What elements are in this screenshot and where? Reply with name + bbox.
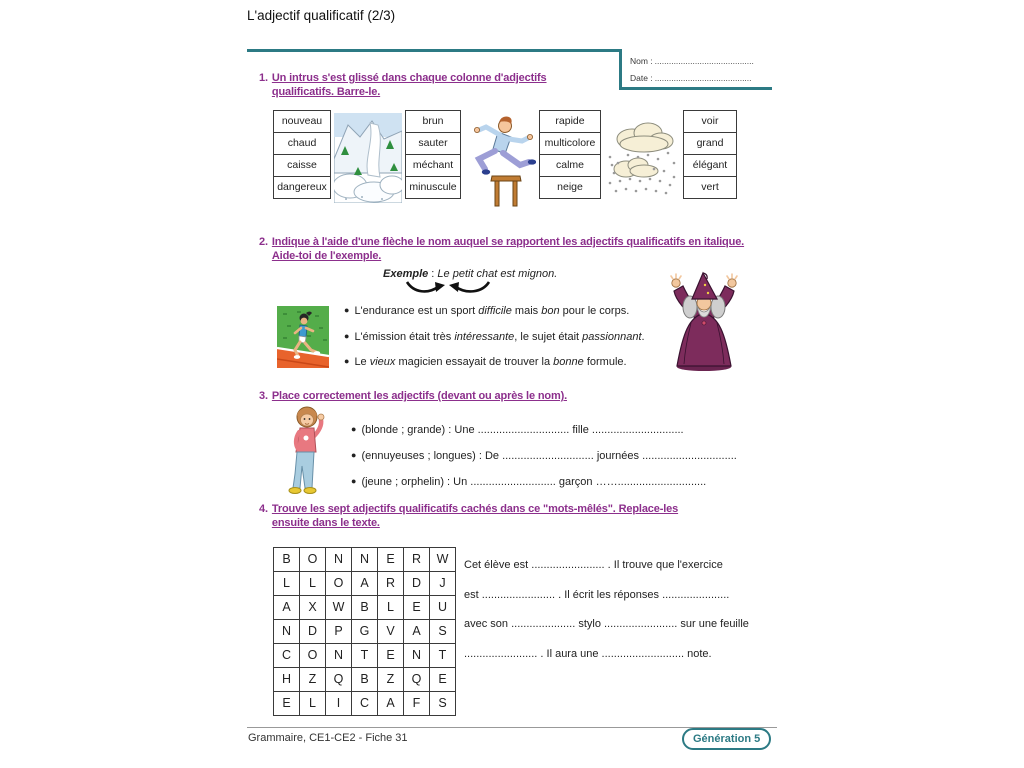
bullet-icon: ● (344, 330, 350, 341)
sentence-text: magicien essayait de trouver la (395, 356, 554, 368)
example-arrows-icon (402, 280, 494, 295)
fill-in-line[interactable] (351, 424, 737, 437)
date-label: Date : (630, 73, 653, 83)
grid-row (273, 667, 456, 692)
exercise2-sentences (344, 305, 645, 382)
letter-cell[interactable]: N (325, 547, 352, 572)
word-cell[interactable]: élégant (683, 154, 737, 177)
sentence-text: formule. (583, 356, 627, 368)
adjective-column-4 (683, 110, 737, 199)
bullet-icon: ● (344, 356, 350, 366)
letter-cell[interactable]: W (325, 595, 352, 620)
letter-cell[interactable]: E (377, 643, 404, 668)
letter-cell[interactable]: E (403, 595, 430, 620)
waving-girl-illustration (283, 404, 333, 496)
letter-cell[interactable]: U (429, 595, 456, 620)
adjective-italic: difficile (478, 305, 512, 317)
grid-row (273, 547, 456, 572)
grid-row (273, 691, 456, 716)
grid-row (273, 571, 456, 596)
grid-row (273, 595, 456, 620)
nom-line (630, 53, 772, 70)
wizard-illustration (663, 271, 741, 373)
letter-cell[interactable]: A (351, 571, 378, 596)
exercise1-heading (259, 72, 605, 99)
fill-in-text: (ennuyeuses ; longues) : De .............................. journées ............................... (361, 450, 737, 462)
bullet-icon: ● (351, 476, 357, 486)
word-cell[interactable]: brun (405, 110, 461, 133)
word-cell[interactable]: rapide (539, 110, 601, 133)
letter-cell[interactable]: Z (377, 667, 404, 692)
letter-cell[interactable]: Q (325, 667, 352, 692)
letter-cell[interactable]: G (351, 619, 378, 644)
fill-in-line[interactable] (351, 450, 737, 463)
bullet-icon: ● (351, 450, 357, 460)
date-line (630, 70, 772, 87)
exercise4-instruction: Trouve les sept adjectifs qualificatifs cachés dans ce "mots-mêlés". Replace-les ensuite dans le texte. (271, 503, 679, 529)
word-cell[interactable]: grand (683, 132, 737, 155)
example-label: Exemple (383, 268, 429, 280)
letter-cell[interactable]: C (273, 643, 300, 668)
letter-cell[interactable]: N (351, 547, 378, 572)
word-cell[interactable]: calme (539, 154, 601, 177)
word-cell[interactable]: neige (539, 176, 601, 199)
avalanche-illustration (334, 113, 402, 203)
letter-cell[interactable]: T (429, 643, 456, 668)
word-cell[interactable]: dangereux (273, 176, 331, 199)
letter-cell[interactable]: P (325, 619, 352, 644)
sentence-text: pour le corps. (559, 305, 630, 317)
sentence-line (344, 331, 645, 344)
letter-cell[interactable]: L (273, 571, 300, 596)
letter-cell[interactable]: H (273, 667, 300, 692)
footer-reference: Grammaire, CE1-CE2 - Fiche 31 (248, 732, 408, 744)
letter-cell[interactable]: N (325, 643, 352, 668)
sentence-line (344, 356, 645, 369)
exercise3-lines (351, 424, 737, 502)
sentence-text: , le sujet était (514, 330, 583, 343)
grid-row (273, 643, 456, 668)
publisher-badge: Génération 5 (682, 728, 771, 750)
page-title: L'adjectif qualificatif (2/3) (247, 8, 396, 23)
word-search-grid (273, 547, 456, 716)
letter-cell[interactable]: I (325, 691, 352, 716)
letter-cell[interactable]: R (403, 547, 430, 572)
exercise3-instruction: Place correctement les adjectifs (devant ou après le nom). (271, 390, 568, 402)
letter-cell[interactable]: V (377, 619, 404, 644)
exercise2-instruction: Indique à l'aide d'une flèche le nom auquel se rapportent les adjectifs qualificatifs en italique. Aide-toi de l'exemple. (271, 236, 745, 262)
date-blank[interactable]: ......................................... (654, 73, 752, 83)
letter-cell[interactable]: R (377, 571, 404, 596)
word-cell[interactable]: multicolore (539, 132, 601, 155)
example-sentence (383, 268, 557, 280)
word-cell[interactable]: sauter (405, 132, 461, 155)
letter-cell[interactable]: D (403, 571, 430, 596)
bullet-icon: ● (351, 424, 357, 434)
letter-cell[interactable]: L (377, 595, 404, 620)
fill-in-line[interactable]: ........................ . Il aura une ........................... note. (464, 647, 712, 660)
exercise2-number: 2. (259, 236, 268, 248)
letter-cell[interactable]: B (273, 547, 300, 572)
letter-cell[interactable]: N (403, 643, 430, 668)
letter-cell[interactable]: E (377, 547, 404, 572)
grid-row (273, 619, 456, 644)
letter-cell[interactable]: J (429, 571, 456, 596)
adjective-column-1 (273, 110, 331, 199)
snow-clouds-illustration (604, 113, 680, 203)
letter-cell[interactable]: S (429, 619, 456, 644)
sentence-line (344, 305, 645, 318)
letter-cell[interactable]: A (377, 691, 404, 716)
sentence-text: Le (354, 356, 370, 368)
letter-cell[interactable]: E (273, 691, 300, 716)
letter-cell[interactable]: Q (403, 667, 430, 692)
adjective-italic: intéressante (454, 330, 515, 343)
letter-cell[interactable]: T (351, 643, 378, 668)
letter-cell[interactable]: E (429, 667, 456, 692)
fill-in-text: (jeune ; orphelin) : Un ............................ garçon ……............................. (361, 476, 707, 488)
sentence-text: L'émission était très (354, 330, 455, 343)
exercise4-number: 4. (259, 503, 268, 515)
bullet-icon: ● (344, 305, 350, 315)
word-cell[interactable]: voir (683, 110, 737, 133)
letter-cell[interactable]: S (429, 691, 456, 716)
exercise1-word-row (273, 110, 737, 208)
letter-cell[interactable]: L (299, 691, 326, 716)
letter-cell[interactable]: O (325, 571, 352, 596)
word-cell[interactable]: chaud (273, 132, 331, 155)
exercise3-number: 3. (259, 390, 268, 402)
letter-cell[interactable]: B (351, 595, 378, 620)
nom-blank[interactable]: .......................................... (654, 56, 754, 66)
exercise3-heading (259, 390, 689, 404)
exercise1-instruction: Un intrus s'est glissé dans chaque colonne d'adjectifs qualificatifs. Barre-le. (271, 72, 547, 98)
adjective-italic: vieux (369, 356, 396, 368)
exercise1-number: 1. (259, 72, 268, 84)
fill-in-line[interactable]: avec son ..................... stylo ........................ sur une feuille (464, 618, 749, 630)
fill-in-line[interactable] (351, 476, 737, 489)
word-cell[interactable]: caisse (273, 154, 331, 177)
word-cell[interactable]: méchant (405, 154, 461, 177)
letter-cell[interactable]: Z (299, 667, 326, 692)
adjective-italic: bonne (553, 356, 584, 368)
header-rule (247, 49, 619, 52)
letter-cell[interactable]: B (351, 667, 378, 692)
example-text: Le petit chat est mignon. (437, 268, 558, 280)
sentence-text: mais (511, 305, 542, 317)
fill-in-line[interactable]: Cet élève est ........................ . Il trouve que l'exercice (464, 559, 723, 571)
nom-label: Nom : (630, 56, 653, 66)
example-separator: : (428, 268, 438, 280)
letter-cell[interactable]: W (429, 547, 456, 572)
letter-cell[interactable]: C (351, 691, 378, 716)
letter-cell[interactable]: D (299, 619, 326, 644)
adjective-column-2 (405, 110, 461, 199)
word-cell[interactable]: vert (683, 176, 737, 199)
runner-illustration (277, 306, 329, 368)
sentence-text: . (641, 330, 645, 343)
letter-cell[interactable]: N (273, 619, 300, 644)
exercise4-text (464, 551, 764, 669)
letter-cell[interactable]: L (299, 571, 326, 596)
letter-cell[interactable]: O (299, 547, 326, 572)
adjective-column-3 (539, 110, 601, 199)
fill-in-text: (blonde ; grande) : Une .............................. fille .............................. (361, 424, 684, 436)
name-date-box (619, 49, 772, 90)
fill-in-line[interactable]: est ........................ . Il écrit les réponses ...................... (464, 588, 730, 601)
exercise4-heading (259, 503, 695, 530)
word-cell[interactable]: minuscule (405, 176, 461, 199)
adjective-italic: bon (541, 305, 560, 317)
letter-cell[interactable]: A (273, 595, 300, 620)
exercise2-heading (259, 236, 773, 263)
word-cell[interactable]: nouveau (273, 110, 331, 133)
letter-cell[interactable]: A (403, 619, 430, 644)
letter-cell[interactable]: O (299, 643, 326, 668)
hurdle-jumper-illustration (464, 113, 536, 208)
letter-cell[interactable]: X (299, 595, 326, 620)
letter-cell[interactable]: F (403, 691, 430, 716)
adjective-italic: passionnant (582, 330, 642, 343)
sentence-text: L'endurance est un sport (354, 305, 479, 317)
